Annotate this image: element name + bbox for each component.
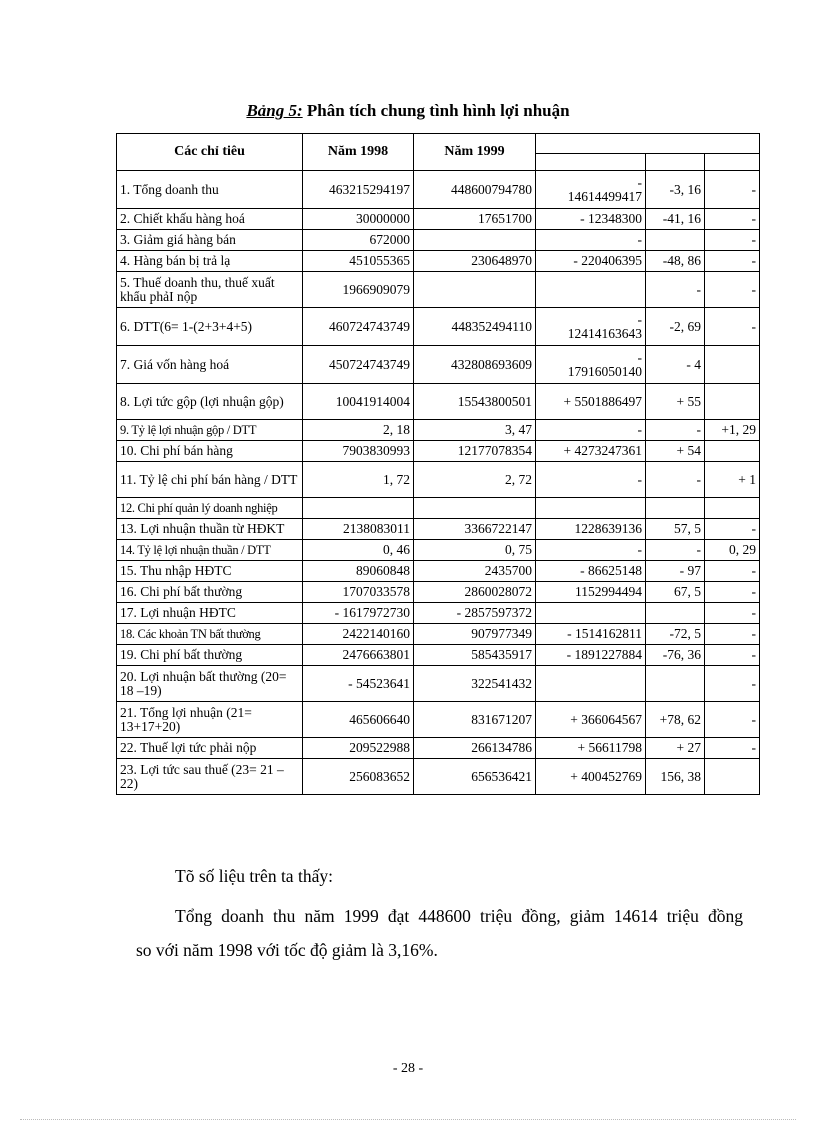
cell-y1998: 209522988	[303, 738, 414, 759]
paragraph-intro: Tõ số liệu trên ta thấy:	[175, 866, 333, 886]
header-diff	[536, 154, 646, 171]
table-row	[117, 759, 760, 795]
cell-y1999: 448352494110	[414, 308, 536, 346]
cell-diff: + 400452769	[536, 759, 646, 795]
cell-indicator: 22. Thuế lợi tức phải nộp	[117, 738, 303, 759]
table-caption	[0, 101, 816, 121]
cell-y1998	[303, 498, 414, 519]
cell-pct	[646, 603, 705, 624]
cell-indicator: 18. Các khoản TN bất thường	[117, 624, 303, 645]
cell-diff: + 56611798	[536, 738, 646, 759]
cell-y1999: 266134786	[414, 738, 536, 759]
cell-indicator: 14. Tỷ lệ lợi nhuận thuần / DTT	[117, 540, 303, 561]
cell-y1998: 2138083011	[303, 519, 414, 540]
cell-indicator: 20. Lợi nhuận bất thường (20= 18 –19)	[117, 666, 303, 702]
cell-y1998: - 54523641	[303, 666, 414, 702]
cell-y1999	[414, 498, 536, 519]
cell-ratio: -	[705, 251, 760, 272]
cell-pct: -3, 16	[646, 171, 705, 209]
cell-diff-sign: -	[637, 311, 642, 327]
cell-ratio	[705, 441, 760, 462]
footer-divider	[20, 1119, 796, 1120]
cell-y1999: 230648970	[414, 251, 536, 272]
cell-y1999: 15543800501	[414, 384, 536, 420]
cell-ratio: -	[705, 561, 760, 582]
cell-indicator: 16. Chi phí bất thường	[117, 582, 303, 603]
header-indicator: Các chỉ tiêu	[117, 134, 303, 171]
cell-y1999: 0, 75	[414, 540, 536, 561]
cell-diff: + 5501886497	[536, 384, 646, 420]
cell-ratio	[705, 384, 760, 420]
cell-ratio: -	[705, 519, 760, 540]
cell-diff	[536, 346, 646, 384]
cell-indicator: 5. Thuế doanh thu, thuế xuất khẩu phảI nộp	[117, 272, 303, 308]
cell-y1999: 831671207	[414, 702, 536, 738]
cell-indicator: 23. Lợi tức sau thuế (23= 21 – 22)	[117, 759, 303, 795]
cell-y1999	[414, 230, 536, 251]
cell-y1998: 89060848	[303, 561, 414, 582]
cell-ratio	[705, 346, 760, 384]
cell-ratio: -	[705, 171, 760, 209]
cell-y1998: 2, 18	[303, 420, 414, 441]
cell-diff: -	[536, 420, 646, 441]
cell-pct: -76, 36	[646, 645, 705, 666]
cell-indicator: 6. DTT(6= 1-(2+3+4+5)	[117, 308, 303, 346]
cell-diff: 1228639136	[536, 519, 646, 540]
cell-y1999: 448600794780	[414, 171, 536, 209]
cell-diff	[536, 171, 646, 209]
cell-diff: - 86625148	[536, 561, 646, 582]
cell-indicator: 17. Lợi nhuận HĐTC	[117, 603, 303, 624]
cell-indicator: 12. Chi phí quản lý doanh nghiệp	[117, 498, 303, 519]
cell-y1998: 460724743749	[303, 308, 414, 346]
cell-ratio: -	[705, 582, 760, 603]
cell-diff-sign: -	[637, 349, 642, 365]
cell-diff: -	[536, 230, 646, 251]
cell-diff: + 4273247361	[536, 441, 646, 462]
cell-diff-value: 17916050140	[567, 363, 642, 379]
table-row	[117, 540, 760, 561]
cell-pct: -48, 86	[646, 251, 705, 272]
page-number: - 28 -	[392, 1061, 424, 1076]
cell-y1998: 2476663801	[303, 645, 414, 666]
cell-diff	[536, 272, 646, 308]
cell-pct: + 55	[646, 384, 705, 420]
cell-ratio: -	[705, 666, 760, 702]
cell-indicator: 2. Chiết khấu hàng hoá	[117, 209, 303, 230]
cell-ratio: -	[705, 603, 760, 624]
table-row	[117, 230, 760, 251]
cell-diff	[536, 498, 646, 519]
cell-y1999: 585435917	[414, 645, 536, 666]
cell-indicator: 9. Tỷ lệ lợi nhuận gộp / DTT	[117, 420, 303, 441]
paragraph-revenue: Tổng doanh thu năm 1999 đạt 448600 triệu đồng, giảm 14614 triệu đồng	[175, 906, 743, 926]
cell-diff: 1152994494	[536, 582, 646, 603]
cell-pct: 156, 38	[646, 759, 705, 795]
cell-ratio: -	[705, 230, 760, 251]
cell-y1998: 2422140160	[303, 624, 414, 645]
header-ratio	[705, 154, 760, 171]
cell-y1998: - 1617972730	[303, 603, 414, 624]
cell-y1999: 2, 72	[414, 462, 536, 498]
table-row	[117, 346, 760, 384]
cell-ratio	[705, 759, 760, 795]
cell-indicator: 1. Tổng doanh thu	[117, 171, 303, 209]
table-row	[117, 498, 760, 519]
cell-indicator: 10. Chi phí bán hàng	[117, 441, 303, 462]
cell-diff: - 1891227884	[536, 645, 646, 666]
table-row	[117, 738, 760, 759]
cell-indicator: 4. Hàng bán bị trả lạ	[117, 251, 303, 272]
table-row	[117, 209, 760, 230]
cell-diff-value: 12414163643	[567, 325, 642, 341]
table-row	[117, 272, 760, 308]
cell-indicator: 3. Giảm giá hàng bán	[117, 230, 303, 251]
cell-y1999: 2435700	[414, 561, 536, 582]
cell-y1998: 7903830993	[303, 441, 414, 462]
cell-diff	[536, 603, 646, 624]
cell-pct: -	[646, 462, 705, 498]
cell-y1998: 672000	[303, 230, 414, 251]
table-row	[117, 441, 760, 462]
cell-indicator: 19. Chi phí bất thường	[117, 645, 303, 666]
table-body	[117, 171, 760, 795]
paragraph-revenue-cont: so với năm 1998 với tốc độ giảm là 3,16%.	[136, 940, 438, 960]
cell-diff-sign: -	[637, 174, 642, 190]
header-year-1998: Năm 1998	[303, 134, 414, 171]
table-row	[117, 624, 760, 645]
cell-pct: -	[646, 420, 705, 441]
table-row	[117, 384, 760, 420]
cell-diff: -	[536, 462, 646, 498]
cell-pct: -	[646, 540, 705, 561]
table-row	[117, 666, 760, 702]
profit-analysis-table	[116, 133, 760, 795]
cell-indicator: 8. Lợi tức gộp (lợi nhuận gộp)	[117, 384, 303, 420]
cell-ratio: -	[705, 738, 760, 759]
cell-y1999: 12177078354	[414, 441, 536, 462]
header-comparison	[536, 134, 760, 154]
cell-y1998: 30000000	[303, 209, 414, 230]
table-row	[117, 702, 760, 738]
table-row	[117, 603, 760, 624]
cell-pct: +78, 62	[646, 702, 705, 738]
cell-indicator: 7. Giá vốn hàng hoá	[117, 346, 303, 384]
table-row	[117, 462, 760, 498]
cell-y1999: 322541432	[414, 666, 536, 702]
table-row	[117, 251, 760, 272]
cell-ratio: -	[705, 272, 760, 308]
caption-title: Phân tích chung tình hình lợi nhuận	[306, 101, 570, 120]
cell-ratio: -	[705, 209, 760, 230]
cell-ratio: -	[705, 645, 760, 666]
header-year-1999: Năm 1999	[414, 134, 536, 171]
cell-y1999: 3, 47	[414, 420, 536, 441]
cell-y1999: 656536421	[414, 759, 536, 795]
cell-pct	[646, 498, 705, 519]
table-row	[117, 645, 760, 666]
cell-ratio	[705, 498, 760, 519]
cell-ratio: -	[705, 624, 760, 645]
cell-y1998: 465606640	[303, 702, 414, 738]
cell-pct: -2, 69	[646, 308, 705, 346]
cell-y1999: 907977349	[414, 624, 536, 645]
cell-y1998: 0, 46	[303, 540, 414, 561]
cell-pct: 57, 5	[646, 519, 705, 540]
cell-pct: + 27	[646, 738, 705, 759]
cell-y1999: 17651700	[414, 209, 536, 230]
cell-pct: -41, 16	[646, 209, 705, 230]
cell-diff: - 220406395	[536, 251, 646, 272]
cell-y1998: 451055365	[303, 251, 414, 272]
cell-indicator: 11. Tỷ lệ chi phí bán hàng / DTT	[117, 462, 303, 498]
cell-y1998: 10041914004	[303, 384, 414, 420]
cell-pct: - 97	[646, 561, 705, 582]
cell-y1998: 463215294197	[303, 171, 414, 209]
cell-ratio: +1, 29	[705, 420, 760, 441]
header-pct	[646, 154, 705, 171]
cell-ratio: -	[705, 308, 760, 346]
table-row	[117, 171, 760, 209]
cell-y1999: 432808693609	[414, 346, 536, 384]
table-row	[117, 582, 760, 603]
table-row	[117, 420, 760, 441]
cell-y1999: - 2857597372	[414, 603, 536, 624]
cell-y1998: 450724743749	[303, 346, 414, 384]
cell-diff: + 366064567	[536, 702, 646, 738]
table-row	[117, 308, 760, 346]
cell-pct	[646, 666, 705, 702]
caption-lead: Bảng 5:	[246, 101, 303, 120]
cell-ratio: 0, 29	[705, 540, 760, 561]
cell-diff-value: 14614499417	[567, 188, 642, 204]
cell-y1998: 1, 72	[303, 462, 414, 498]
cell-pct: -72, 5	[646, 624, 705, 645]
table-row	[117, 561, 760, 582]
cell-diff: - 12348300	[536, 209, 646, 230]
cell-diff: -	[536, 540, 646, 561]
cell-indicator: 13. Lợi nhuận thuần từ HĐKT	[117, 519, 303, 540]
cell-y1999: 3366722147	[414, 519, 536, 540]
cell-pct: + 54	[646, 441, 705, 462]
cell-y1999: 2860028072	[414, 582, 536, 603]
cell-indicator: 15. Thu nhập HĐTC	[117, 561, 303, 582]
cell-pct: 67, 5	[646, 582, 705, 603]
cell-y1998: 256083652	[303, 759, 414, 795]
cell-pct: -	[646, 272, 705, 308]
cell-ratio: + 1	[705, 462, 760, 498]
cell-diff: - 1514162811	[536, 624, 646, 645]
cell-diff	[536, 308, 646, 346]
cell-diff	[536, 666, 646, 702]
cell-y1998: 1966909079	[303, 272, 414, 308]
cell-pct: - 4	[646, 346, 705, 384]
cell-pct	[646, 230, 705, 251]
table-row	[117, 519, 760, 540]
cell-y1998: 1707033578	[303, 582, 414, 603]
cell-ratio: -	[705, 702, 760, 738]
cell-indicator: 21. Tổng lợi nhuận (21= 13+17+20)	[117, 702, 303, 738]
cell-y1999	[414, 272, 536, 308]
